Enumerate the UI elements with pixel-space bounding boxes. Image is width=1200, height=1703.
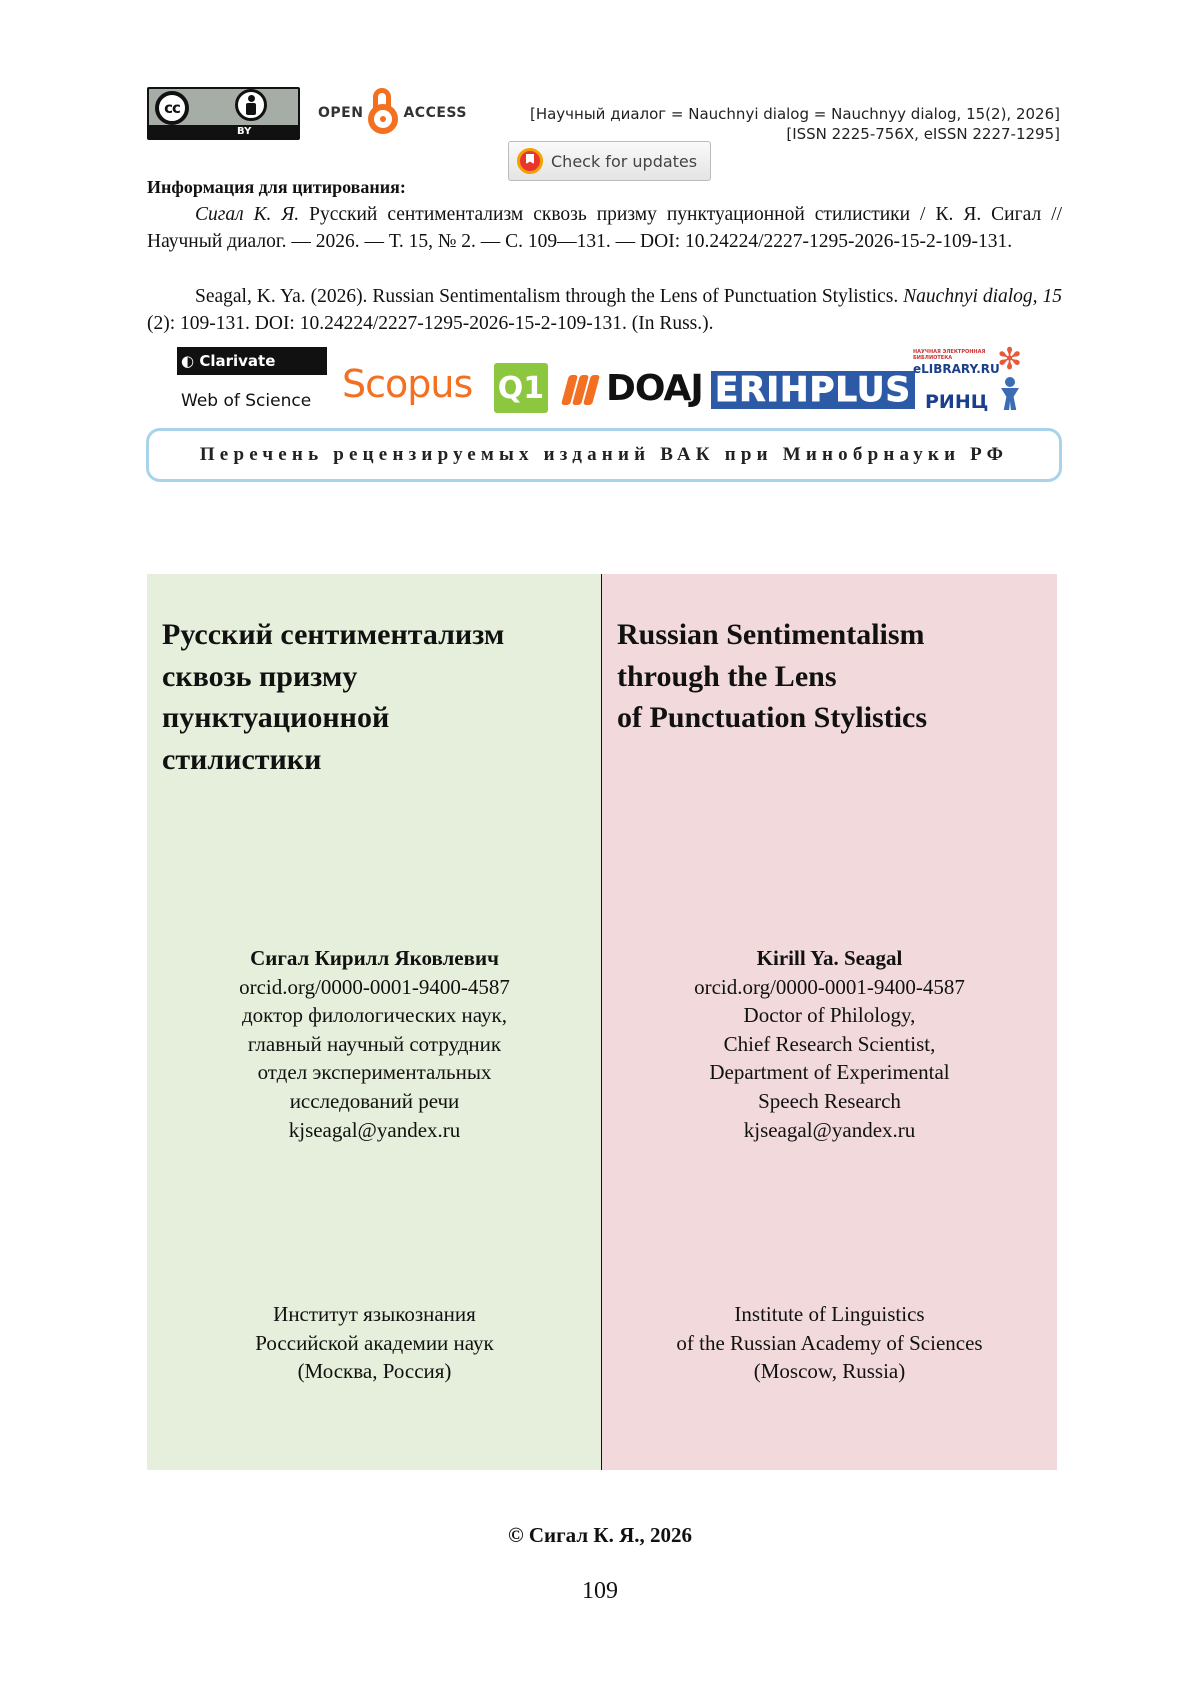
- creative-commons-icon: [155, 91, 189, 125]
- author-email-ru[interactable]: kjseagal@yandex.ru: [288, 1117, 461, 1142]
- rinc-logo: РИНЦ: [925, 391, 989, 413]
- journal-reference: [Научный диалог = Nauchnyi dialog = Nauchnyy dialog, 15(2), 2026]: [529, 105, 1060, 123]
- citation-en-journal: Nauchnyi dialog, 15: [903, 286, 1062, 307]
- author-detail-ru: исследований речи: [289, 1088, 460, 1113]
- clarivate-text: Clarivate: [199, 352, 276, 370]
- institution-ru-line: Российской академии наук: [255, 1330, 494, 1355]
- author-detail-ru: главный научный сотрудник: [247, 1031, 502, 1056]
- citation-ru-text: Русский сентиментализм сквозь призму пунктуационной стилистики / К. Я. Сигал // Научный диалог. — 2026. — Т. 15, № 2. — С. 109—131. — DOI: 10.24224/2227-1295-2026-15-2-109-131.: [147, 204, 1062, 252]
- citation-en-rest: (2): 109-131. DOI: 10.24224/2227-1295-2026-15-2-109-131. (In Russ.).: [147, 313, 714, 334]
- title-ru-line: стилистики: [162, 742, 322, 776]
- rinc-person-icon: [995, 377, 1025, 413]
- russian-title-panel: [147, 574, 602, 1470]
- author-detail-en: Speech Research: [758, 1088, 901, 1113]
- title-en-line: through the Lens: [617, 659, 837, 693]
- open-access-logo: [318, 86, 467, 140]
- author-name-ru: Сигал Кирилл Яковлевич: [250, 946, 499, 970]
- check-for-updates-label: Check for updates: [551, 151, 698, 171]
- citation-russian: [147, 201, 1062, 255]
- title-ru-line: Русский сентиментализм: [162, 618, 505, 651]
- institution-ru-line: (Москва, Россия): [297, 1359, 452, 1384]
- scopus-logo: Scopus: [342, 362, 473, 406]
- author-name-en: Kirill Ya. Seagal: [756, 946, 903, 970]
- cc-by-license-badge[interactable]: [147, 87, 300, 140]
- journal-issn: [ISSN 2225-756X, eISSN 2227-1295]: [786, 125, 1060, 143]
- web-of-science-logo: Web of Science: [181, 391, 312, 411]
- author-detail-en: Chief Research Scientist,: [723, 1031, 936, 1056]
- doaj-logo: DOAJ: [606, 368, 703, 409]
- open-access-right-text: ACCESS: [403, 105, 467, 121]
- citation-heading: Информация для цитирования:: [147, 177, 406, 197]
- author-detail-en: Department of Experimental: [709, 1060, 950, 1085]
- article-title-en: [617, 614, 1047, 739]
- doaj-icon: [563, 375, 601, 405]
- license-by-label: BY: [237, 126, 252, 137]
- institution-en-line: Institute of Linguistics: [734, 1302, 925, 1326]
- institution-en: [602, 1300, 1057, 1386]
- institution-ru-line: Институт языкознания: [273, 1302, 476, 1326]
- q1-badge: Q1: [494, 363, 548, 413]
- open-lock-icon: [366, 88, 400, 138]
- citation-ru-authors: Сигал К. Я.: [195, 204, 300, 225]
- cc-text: cc: [164, 99, 180, 117]
- elibrary-flower-icon: ✻: [997, 343, 1023, 376]
- citation-english: [147, 283, 1062, 337]
- vak-banner: Перечень рецензируемых изданий ВАК при Минобрнауки РФ: [146, 428, 1062, 482]
- citation-en-start: Seagal, K. Ya. (2026). Russian Sentimentalism through the Lens of Punctuation Stylistics.: [195, 286, 904, 307]
- institution-en-line: of the Russian Academy of Sciences: [676, 1330, 983, 1355]
- clarivate-logo: ◐ Clarivate: [177, 347, 327, 375]
- title-ru-line: пунктуационной: [162, 701, 390, 734]
- author-orcid-ru[interactable]: orcid.org/0000-0001-9400-4587: [239, 974, 510, 999]
- erihplus-logo: ERIHPLUS: [711, 371, 915, 409]
- author-detail-ru: отдел экспериментальных: [257, 1060, 492, 1085]
- institution-en-line: (Moscow, Russia): [753, 1359, 906, 1384]
- elibrary-logo: eLIBRARY.RU: [913, 362, 1000, 376]
- english-title-panel: [602, 574, 1057, 1470]
- open-access-left-text: OPEN: [318, 105, 364, 121]
- title-en-line: of Punctuation Stylistics: [617, 701, 928, 734]
- elibrary-caption: НАУЧНАЯ ЭЛЕКТРОННАЯ БИБЛИОТЕКА: [913, 349, 986, 361]
- page-number: 109: [582, 1578, 618, 1604]
- title-ru-line: сквозь призму: [162, 659, 358, 693]
- author-detail-en: Doctor of Philology,: [743, 1003, 916, 1028]
- copyright-notice: © Сигал К. Я., 2026: [507, 1523, 693, 1547]
- institution-ru: [147, 1300, 602, 1386]
- author-detail-ru: доктор филологических наук,: [241, 1003, 507, 1028]
- author-email-en[interactable]: kjseagal@yandex.ru: [743, 1117, 916, 1142]
- author-orcid-en[interactable]: orcid.org/0000-0001-9400-4587: [694, 974, 965, 999]
- journal-meta: [530, 104, 1060, 144]
- crossmark-icon: [517, 148, 543, 174]
- check-for-updates-button[interactable]: [508, 141, 711, 181]
- article-title-ru: [162, 614, 592, 780]
- attribution-person-icon: [235, 89, 267, 121]
- author-block-ru: [147, 944, 602, 1144]
- title-en-line: Russian Sentimentalism: [617, 618, 925, 651]
- author-block-en: [602, 944, 1057, 1144]
